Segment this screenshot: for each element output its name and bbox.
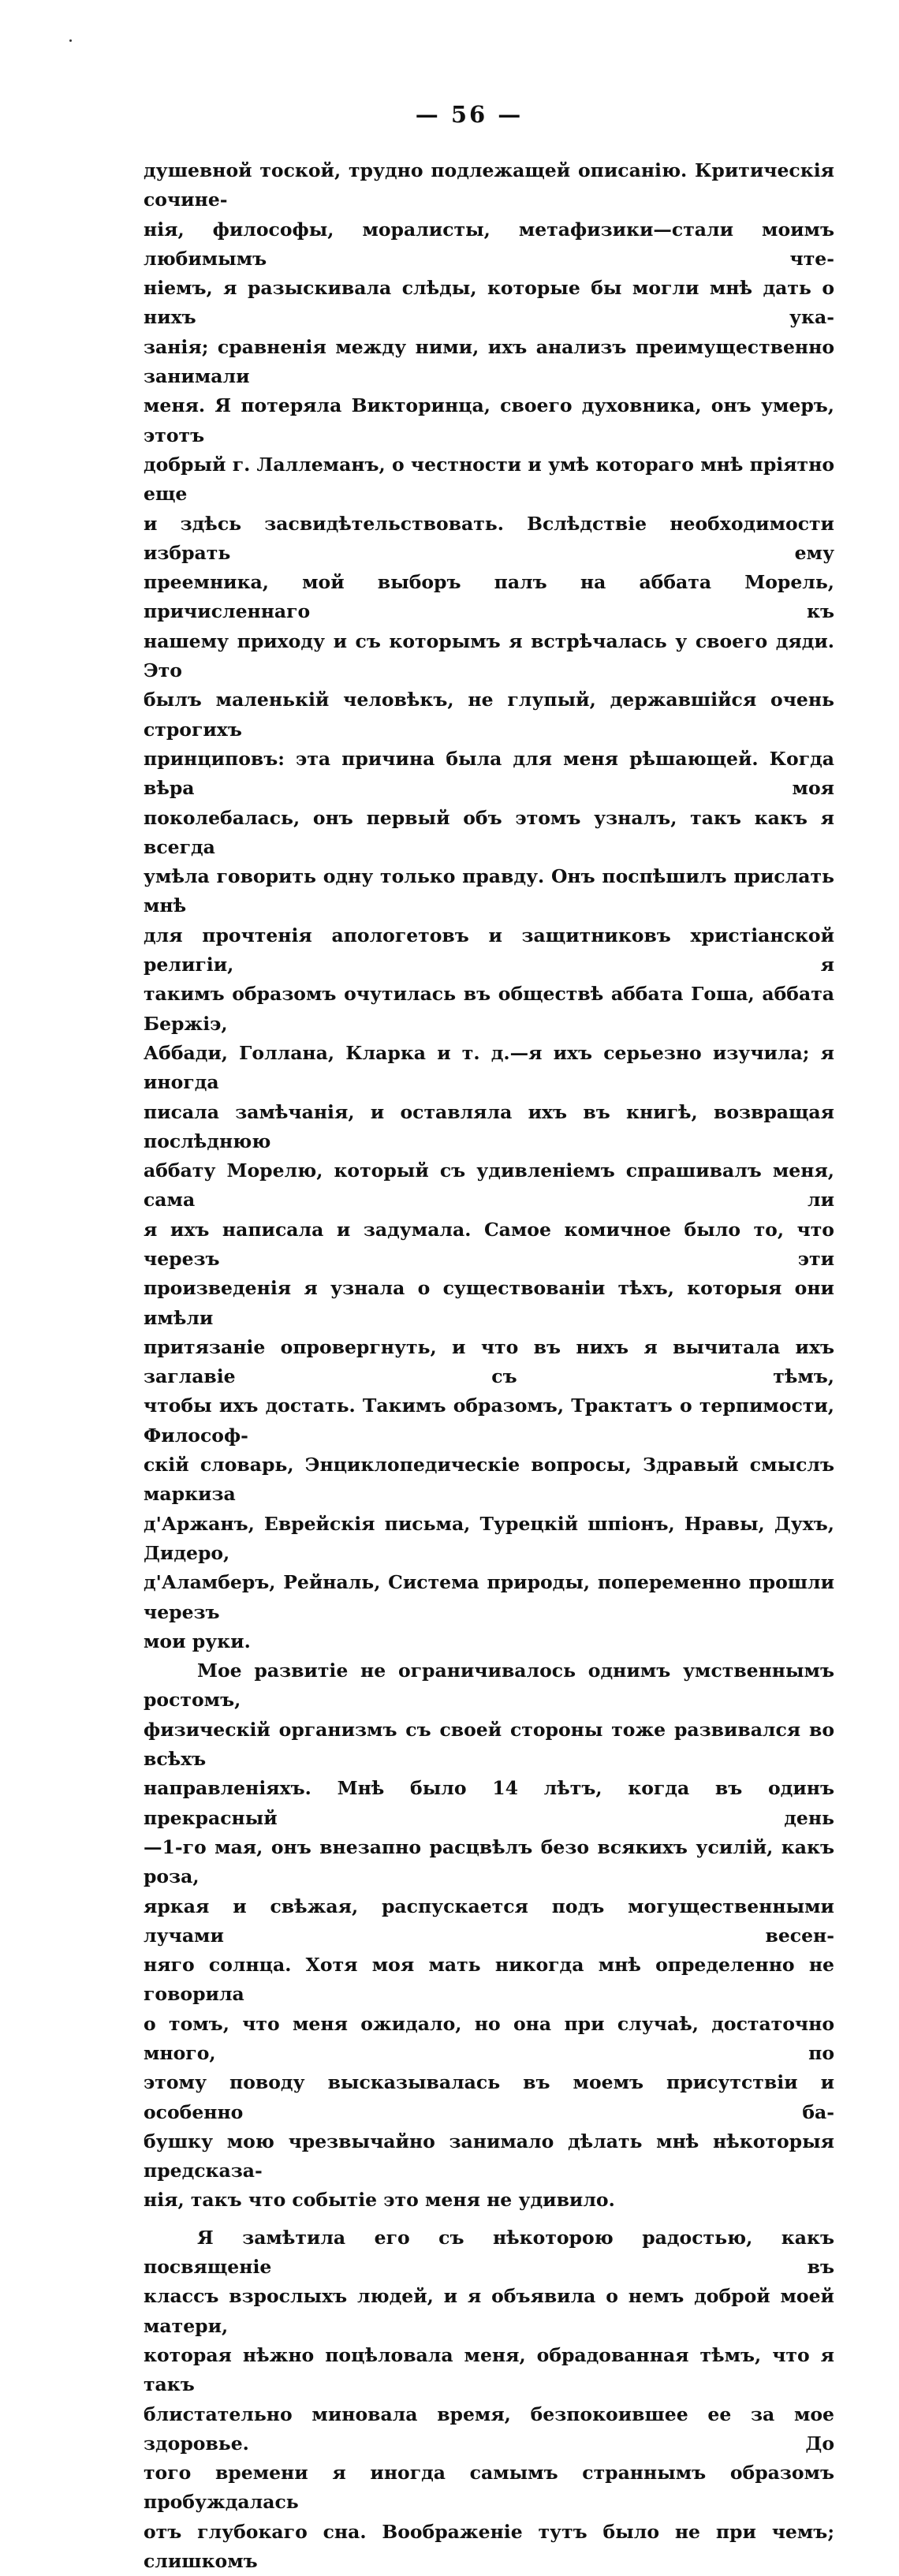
- text-line: поколебалась, онъ первый объ этомъ узналъ, такъ какъ я всегда: [144, 806, 834, 858]
- text-line: добрый г. Лаллеманъ, о честности и умѣ котораго мнѣ пріятно еще: [144, 453, 834, 506]
- text-line: о томъ, что меня ожидало, но она при случаѣ, достаточно много, по: [144, 2012, 834, 2064]
- text-line: и здѣсь засвидѣтельствовать. Вслѣдствіе необходимости избрать ему: [144, 512, 834, 564]
- text-line: бушку мою чрезвычайно занимало дѣлать мнѣ нѣкоторыя предсказа-: [144, 2130, 834, 2182]
- text-line: такимъ образомъ очутилась въ обществѣ аббата Гоша, аббата Бержіэ,: [144, 983, 834, 1035]
- text-line: Я замѣтила его съ нѣкоторою радостью, какъ посвященіе въ: [144, 2226, 834, 2279]
- text-line: мои руки.: [144, 1630, 251, 1652]
- text-line: ніемъ, я разыскивала слѣды, которые бы могли мнѣ дать о нихъ ука-: [144, 277, 834, 329]
- text-line: Аббади, Голлана, Кларка и т. д.—я ихъ серьезно изучила; я иногда: [144, 1041, 834, 1094]
- text-line: направленіяхъ. Мнѣ было 14 лѣтъ, когда въ одинъ прекрасный день: [144, 1777, 834, 1829]
- text-line: блистательно миновала время, безпокоившее ее за мое здоровье. До: [144, 2402, 834, 2455]
- text-line: д'Аржанъ, Еврейскія письма, Турецкій шпіонъ, Нравы, Духъ, Дидеро,: [144, 1512, 834, 1564]
- paragraph-2: [144, 1656, 834, 2216]
- text-line: няго солнца. Хотя моя мать никогда мнѣ определенно не говорила: [144, 1954, 834, 2006]
- paragraph-1: [144, 156, 834, 1656]
- text-line: того времени я иногда самымъ страннымъ образомъ пробуждалась: [144, 2462, 834, 2514]
- text-line: д'Аламберъ, Рейналь, Система природы, попеременно прошли черезъ: [144, 1571, 834, 1623]
- text-line: я ихъ написала и задумала. Самое комичное было то, что черезъ эти: [144, 1218, 834, 1270]
- paragraph-gap: [144, 2216, 834, 2223]
- text-line: чтобы ихъ достать. Такимъ образомъ, Трактатъ о терпимости, Философ-: [144, 1394, 834, 1447]
- text-line: нія, философы, моралисты, метафизики—стали моимъ любимымъ чте-: [144, 218, 834, 270]
- text-line: этому поводу высказывалась въ моемъ присутствіи и особенно ба-: [144, 2071, 834, 2123]
- text-line: писала замѣчанія, и оставляла ихъ въ книгѣ, возвращая послѣднюю: [144, 1100, 834, 1152]
- text-line: отъ глубокаго сна. Воображеніе тутъ было не при чемъ; слишкомъ: [144, 2520, 834, 2573]
- text-line: умѣла говорить одну только правду. Онъ поспѣшилъ прислать мнѣ: [144, 865, 834, 917]
- text-line: занія; сравненія между ними, ихъ анализъ преимущественно занимали: [144, 335, 834, 388]
- text-line: произведенія я узнала о существованіи тѣхъ, которыя они имѣли: [144, 1277, 834, 1329]
- paragraph-3: [144, 2223, 834, 2576]
- text-line: скій словарь, Энциклопедическіе вопросы, Здравый смыслъ маркиза: [144, 1454, 834, 1506]
- text-line: притязаніе опровергнуть, и что въ нихъ я вычитала ихъ заглавіе съ тѣмъ,: [144, 1335, 834, 1388]
- text-line: яркая и свѣжая, распускается подъ могущественными лучами весен-: [144, 1895, 834, 1947]
- text-line: нія, такъ что событіе это меня не удивило.: [144, 2189, 615, 2212]
- page-number: — 56 —: [415, 101, 524, 128]
- text-line: для прочтенія апологетовъ и защитниковъ христіанской религіи, я: [144, 924, 834, 976]
- text-line: которая нѣжно поцѣловала меня, обрадованная тѣмъ, что я такъ: [144, 2343, 834, 2396]
- page-text: [144, 156, 834, 2576]
- text-line: —1-го мая, онъ внезапно расцвѣлъ безо всякихъ усилій, какъ роза,: [144, 1835, 834, 1888]
- text-line: аббату Морелю, который съ удивленіемъ спрашивалъ меня, сама ли: [144, 1159, 834, 1211]
- text-line: нашему приходу и съ которымъ я встрѣчалась у своего дяди. Это: [144, 629, 834, 682]
- text-line: душевной тоской, трудно подлежащей описанію. Критическія сочине-: [144, 159, 834, 211]
- text-line: меня. Я потеряла Викторинца, своего духовника, онъ умеръ, этотъ: [144, 394, 834, 446]
- text-line: классъ взрослыхъ людей, и я объявила о немъ доброй моей матери,: [144, 2285, 834, 2337]
- text-line: былъ маленькій человѣкъ, не глупый, державшійся очень строгихъ: [144, 689, 834, 741]
- text-line: физическій организмъ съ своей стороны тоже развивался во всѣхъ: [144, 1718, 834, 1771]
- page-speck: [69, 39, 72, 42]
- text-line: принциповъ: эта причина была для меня рѣшающей. Когда вѣра моя: [144, 747, 834, 800]
- text-line: преемника, мой выборъ палъ на аббата Морель, причисленнаго къ: [144, 571, 834, 623]
- text-line: Мое развитіе не ограничивалось однимъ умственнымъ ростомъ,: [144, 1659, 834, 1712]
